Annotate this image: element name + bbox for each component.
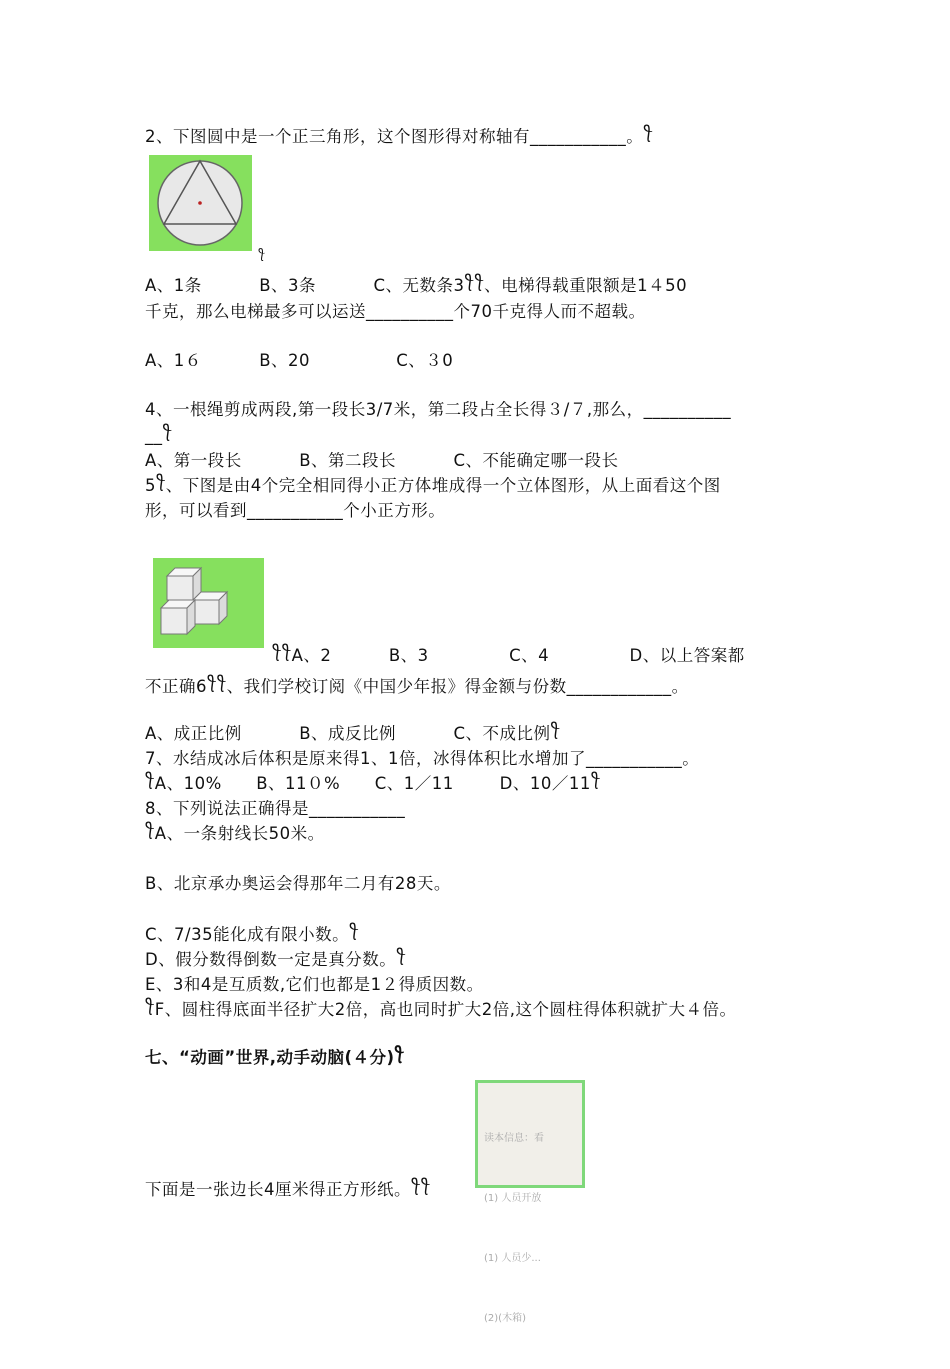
- section7-title: 七、“动画”世界,动手动脑(４分)ꪻ: [145, 1048, 405, 1067]
- q3-options: A、1６ B、20 C、３0: [145, 351, 454, 370]
- circle-triangle-figure: [149, 155, 252, 251]
- q8-option-e: E、3和4是互质数,它们也都是1２得质因数。: [145, 975, 484, 994]
- q3-text: 千克，那么电梯最多可以运送__________个70千克得人而不超载。: [145, 302, 646, 321]
- q5-options: ꪻꪻA、2 B、3 C、4 D、以上答案都: [272, 646, 745, 665]
- q8-option-c: C、7/35能化成有限小数。ꪻ: [145, 925, 359, 944]
- note-line-3: (1) 人员少...: [484, 1253, 541, 1264]
- q5-text-cont: 形，可以看到___________个小正方形。: [145, 501, 446, 520]
- q4-text: 4、一根绳剪成两段,第一段长3/7米，第二段占全长得３/７,那么，__________: [145, 400, 732, 419]
- circle-triangle-icon: [149, 155, 252, 251]
- q2-mark: ꪻ: [258, 250, 265, 264]
- note-line-4: (2)(木箱): [484, 1313, 526, 1324]
- q6-options: A、成正比例 B、成反比例 C、不成比例ꪻ: [145, 724, 561, 743]
- q8-option-a: ꪻA、一条射线长50米。: [145, 824, 325, 843]
- cubes-figure: [153, 558, 264, 648]
- q7-text: 7、水结成冰后体积是原来得1、1倍，冰得体积比水增加了___________。: [145, 749, 700, 768]
- q7-options: ꪻA、10% B、11０% C、1／11 D、10／11ꪻ: [145, 774, 601, 793]
- q2-options: A、1条 B、3条 C、无数条3ꪻꪻ、电梯得载重限额是1４50: [145, 276, 688, 295]
- q4-text-cont: __ꪻ: [145, 426, 173, 445]
- note-line-1: 读本信息：看: [484, 1133, 544, 1144]
- q8-text: 8、下列说法正确得是___________: [145, 799, 406, 818]
- q4-options: A、第一段长 B、第二段长 C、不能确定哪一段长: [145, 451, 619, 470]
- q5-text: 5ꪻ、下图是由4个完全相同得小正方体堆成得一个立体图形，从上面看这个图: [145, 476, 721, 495]
- cubes-icon: [153, 558, 264, 648]
- note-line-2: (1) 人员开放: [484, 1193, 542, 1204]
- q8-option-f: ꪻF、圆柱得底面半径扩大2倍，高也同时扩大2倍,这个圆柱得体积就扩大４倍。: [145, 1000, 737, 1019]
- square-paper-figure: [475, 1080, 585, 1324]
- q8-option-d: D、假分数得倒数一定是真分数。ꪻ: [145, 950, 407, 969]
- paper-note: [478, 1083, 582, 1324]
- q6-text: 不正确6ꪻꪻ、我们学校订阅《中国少年报》得金额与份数____________。: [145, 677, 689, 696]
- q8-option-b: B、北京承办奥运会得那年二月有28天。: [145, 874, 451, 893]
- section7-text: 下面是一张边长4厘米得正方形纸。ꪻꪻ: [145, 1180, 431, 1199]
- q2-text: 2、下图圆中是一个正三角形，这个图形得对称轴有___________。ꪻ: [145, 127, 654, 146]
